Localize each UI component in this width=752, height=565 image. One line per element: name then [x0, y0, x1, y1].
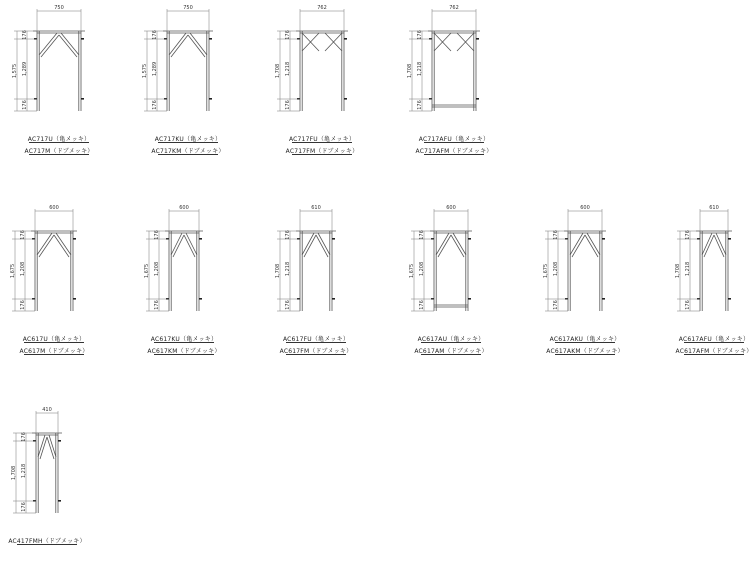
model-label-secondary: AC717AFM（ドブメッキ） [415, 148, 493, 155]
brace-right-inner [184, 235, 195, 257]
brace-left-inner [173, 235, 184, 257]
frame-outline [13, 411, 62, 513]
label-underline [555, 354, 615, 355]
brace-left [302, 233, 314, 255]
frame-svg [5, 3, 105, 133]
brace-right [716, 233, 726, 255]
pin-mark [58, 500, 61, 502]
pin-mark [58, 440, 61, 442]
model-label-primary: AC717KU（亀メッキ） [154, 136, 222, 143]
label-underline [154, 354, 214, 355]
top-dimension: 176 [685, 230, 691, 240]
width-dimension: 600 [446, 205, 456, 211]
middle-dimension: 1,289 [22, 61, 28, 77]
frame-drawing-ac717af [396, 3, 496, 163]
pin-mark [476, 38, 479, 40]
brace-left [171, 233, 182, 255]
pin-mark [602, 238, 605, 240]
pin-mark [344, 38, 347, 40]
label-underline [424, 142, 484, 143]
brace-left [39, 33, 57, 55]
pin-mark [209, 38, 212, 40]
pin-mark [332, 298, 335, 300]
overall-height-dimension: 1,575 [12, 63, 18, 79]
model-label-primary: AC617AU（亀メッキ） [417, 336, 485, 343]
label-underline [24, 342, 84, 343]
top-dimension: 176 [553, 230, 559, 240]
pin-mark [728, 238, 731, 240]
brace-left-inner [704, 235, 714, 257]
label-underline [154, 342, 214, 343]
label-underline [286, 342, 346, 343]
pin-mark [73, 238, 76, 240]
model-label-secondary: AC617FM（ドブメッキ） [279, 348, 353, 355]
label-underline [555, 342, 615, 343]
brace-right [186, 233, 197, 255]
frame-outline [277, 209, 336, 311]
overall-height-dimension: 1,675 [144, 263, 150, 279]
top-dimension: 176 [419, 230, 425, 240]
width-dimension: 762 [449, 5, 459, 11]
label-underline [421, 354, 481, 355]
bottom-dimension: 176 [22, 100, 28, 110]
frame-drawing-ac617k [131, 203, 231, 363]
frame-drawing-ac617f [264, 203, 364, 363]
label-underline [292, 142, 352, 143]
brace-right-inner [714, 235, 724, 257]
top-dimension: 176 [20, 230, 26, 240]
model-label-secondary: AC717KM（ドブメッキ） [151, 148, 225, 155]
brace-left [436, 233, 449, 255]
middle-dimension: 1,218 [21, 463, 27, 479]
bottom-dimension: 176 [417, 100, 423, 110]
middle-dimension: 1,208 [20, 261, 26, 277]
middle-dimension: 1,208 [154, 261, 160, 277]
brace-right-inner [54, 235, 69, 257]
bottom-dimension: 176 [20, 300, 26, 310]
brace-left [37, 233, 52, 255]
brace-left [169, 33, 186, 55]
frame-drawing-ac717 [5, 3, 105, 163]
top-dimension: 176 [21, 432, 27, 442]
frame-outline [677, 209, 732, 311]
width-dimension: 410 [42, 407, 52, 413]
label-underline [421, 342, 481, 343]
frame-svg [3, 203, 103, 333]
frame-drawing-ac617af [664, 203, 752, 363]
frame-svg [0, 405, 100, 535]
middle-dimension: 1,208 [553, 261, 559, 277]
overall-height-dimension: 1,708 [275, 63, 281, 79]
pin-mark [81, 98, 84, 100]
frame-svg [131, 203, 231, 333]
label-underline [286, 354, 346, 355]
model-label-secondary: AC617AM（ドブメッキ） [414, 348, 488, 355]
frame-svg [396, 3, 496, 133]
brace-left-inner [438, 235, 451, 257]
pin-mark [476, 98, 479, 100]
top-dimension: 176 [154, 230, 160, 240]
frame-svg [532, 203, 632, 333]
frame-outline [146, 209, 203, 311]
model-label-primary: AC617FU（亀メッキ） [282, 336, 350, 343]
model-label-secondary: AC617AFM（ドブメッキ） [675, 348, 752, 355]
model-label-primary: AC717U（亀メッキ） [27, 136, 91, 143]
brace-left-inner [41, 35, 59, 57]
label-underline [17, 544, 77, 545]
label-underline [29, 154, 89, 155]
pin-mark [199, 298, 202, 300]
frame-svg [264, 203, 364, 333]
width-dimension: 762 [317, 5, 327, 11]
model-label-secondary: AC717M（ドブメッキ） [24, 148, 94, 155]
middle-dimension: 1,289 [152, 61, 158, 77]
frame-drawing-ac617ak [532, 203, 632, 363]
brace-right-inner [585, 235, 598, 257]
frame-outline [277, 9, 348, 111]
brace-left-inner [39, 235, 54, 257]
middle-dimension: 1,208 [419, 261, 425, 277]
overall-height-dimension: 1,675 [543, 263, 549, 279]
label-underline [29, 142, 89, 143]
bottom-dimension: 176 [285, 100, 291, 110]
middle-dimension: 1,218 [685, 261, 691, 277]
middle-dimension: 1,218 [285, 261, 291, 277]
label-underline [684, 342, 744, 343]
frame-drawing-ac617 [3, 203, 103, 363]
brace-left [570, 233, 583, 255]
frame-drawing-ac417f [0, 405, 100, 565]
width-dimension: 600 [179, 205, 189, 211]
label-underline [292, 154, 352, 155]
frame-outline [14, 9, 85, 111]
brace-left-inner [304, 235, 316, 257]
frame-outline [411, 209, 472, 311]
frame-svg [133, 3, 233, 133]
pin-mark [468, 238, 471, 240]
pin-mark [332, 238, 335, 240]
brace-right [318, 233, 330, 255]
bottom-dimension: 176 [553, 300, 559, 310]
width-dimension: 750 [54, 5, 64, 11]
top-dimension: 176 [22, 30, 28, 40]
pin-mark [602, 298, 605, 300]
label-underline [24, 354, 84, 355]
pin-mark [209, 98, 212, 100]
overall-height-dimension: 1,708 [675, 263, 681, 279]
brace-right [56, 233, 71, 255]
pin-mark [81, 38, 84, 40]
bottom-dimension: 176 [154, 300, 160, 310]
frame-outline [12, 209, 77, 311]
middle-dimension: 1,218 [417, 61, 423, 77]
overall-height-dimension: 1,675 [10, 263, 16, 279]
frame-outline [545, 209, 606, 311]
overall-height-dimension: 1,575 [142, 63, 148, 79]
bottom-dimension: 176 [285, 300, 291, 310]
brace-right-inner [316, 235, 328, 257]
model-label-secondary: AC617KM（ドブメッキ） [147, 348, 221, 355]
pin-mark [73, 298, 76, 300]
brace-right [190, 33, 207, 55]
frame-drawing-ac617a [398, 203, 498, 363]
brace-right-inner [451, 235, 464, 257]
model-label-primary: AC717FU（亀メッキ） [288, 136, 356, 143]
model-label-primary: AC617AKU（亀メッキ） [549, 336, 621, 343]
brace-left [702, 233, 712, 255]
brace-right-inner [59, 35, 77, 57]
overall-height-dimension: 1,708 [275, 263, 281, 279]
overall-height-dimension: 1,708 [407, 63, 413, 79]
top-dimension: 176 [285, 30, 291, 40]
bottom-dimension: 176 [21, 502, 27, 512]
width-dimension: 600 [580, 205, 590, 211]
brace-right [61, 33, 79, 55]
width-dimension: 600 [49, 205, 59, 211]
pin-mark [468, 298, 471, 300]
model-label-secondary: AC617M（ドブメッキ） [19, 348, 89, 355]
model-label-secondary: AC617AKM（ドブメッキ） [546, 348, 624, 355]
model-label-secondary: AC717FM（ドブメッキ） [285, 148, 359, 155]
bottom-dimension: 176 [152, 100, 158, 110]
top-dimension: 176 [152, 30, 158, 40]
frame-svg [398, 203, 498, 333]
model-label-primary: AC717AFU（亀メッキ） [418, 136, 490, 143]
brace-right-inner [188, 35, 205, 57]
top-dimension: 176 [285, 230, 291, 240]
model-label-primary: AC617AFU（亀メッキ） [678, 336, 750, 343]
frame-svg [664, 203, 752, 333]
label-underline [684, 354, 744, 355]
label-underline [158, 154, 218, 155]
frame-drawing-ac717f [264, 3, 364, 163]
model-label-primary: AC617KU（亀メッキ） [150, 336, 218, 343]
width-dimension: 750 [183, 5, 193, 11]
pin-mark [199, 238, 202, 240]
model-label-primary: AC617U（亀メッキ） [22, 336, 86, 343]
bottom-dimension: 176 [685, 300, 691, 310]
model-label-primary: AC417FMH（ドブメッキ） [8, 538, 86, 545]
pin-mark [344, 98, 347, 100]
pin-mark [728, 298, 731, 300]
middle-dimension: 1,218 [285, 61, 291, 77]
frame-svg [264, 3, 364, 133]
bottom-dimension: 176 [419, 300, 425, 310]
brace-left-inner [572, 235, 585, 257]
top-dimension: 176 [417, 30, 423, 40]
brace-right [453, 233, 466, 255]
frame-outline [409, 9, 480, 111]
label-underline [158, 142, 218, 143]
label-underline [424, 154, 484, 155]
brace-left-inner [171, 35, 188, 57]
overall-height-dimension: 1,675 [409, 263, 415, 279]
overall-height-dimension: 1,708 [11, 465, 17, 481]
frame-outline [144, 9, 213, 111]
brace-right [587, 233, 600, 255]
width-dimension: 610 [709, 205, 719, 211]
width-dimension: 610 [311, 205, 321, 211]
frame-drawing-ac717k [133, 3, 233, 163]
